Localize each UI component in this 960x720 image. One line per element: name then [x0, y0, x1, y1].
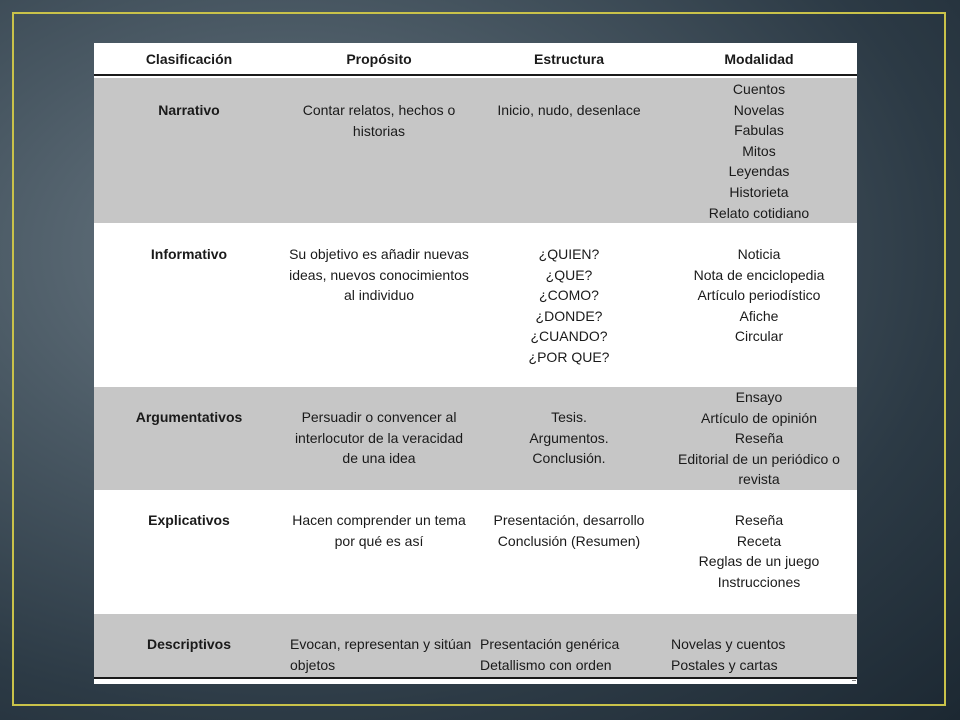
corner-mark	[852, 680, 856, 681]
table-row-descriptivos	[94, 614, 857, 677]
cell-proposito: Su objetivo es añadir nuevas ideas, nuevos conocimientos al individuo	[289, 246, 469, 304]
cell-estructura: ¿QUIEN? ¿QUE? ¿COMO? ¿DONDE? ¿CUANDO? ¿POR QUE?	[528, 246, 610, 365]
header-estructura: Estructura	[533, 51, 605, 67]
cell-estructura: Inicio, nudo, desenlace	[497, 102, 641, 118]
cell-clasificacion: Narrativo	[158, 102, 220, 118]
cell-proposito: Evocan, representan y sitúan objetos	[290, 636, 472, 673]
table-row-explicativos	[94, 490, 857, 614]
cell-estructura: Presentación, desarrollo Conclusión (Resumen)	[493, 512, 645, 549]
table-bottom-border	[94, 677, 857, 679]
cell-clasificacion: Descriptivos	[146, 636, 232, 652]
header-clasificacion: Clasificación	[145, 51, 233, 67]
cell-modalidad: Reseña Receta Reglas de un juego Instrucciones	[698, 512, 820, 590]
cell-modalidad: Cuentos Novelas Fabulas Mitos Leyendas Historieta Relato cotidiano	[708, 81, 810, 221]
cell-modalidad: Noticia Nota de enciclopedia Artículo periodístico Afiche Circular	[693, 246, 825, 345]
cell-clasificacion: Informativo	[150, 246, 228, 262]
cell-estructura: Tesis. Argumentos. Conclusión.	[529, 409, 609, 467]
cell-modalidad: Novelas y cuentos Postales y cartas	[671, 636, 786, 673]
table-row-argumentativos	[94, 387, 857, 490]
cell-proposito: Hacen comprender un tema por qué es así	[292, 512, 466, 549]
table-row-narrativo	[94, 78, 857, 223]
table-header-row	[94, 43, 857, 76]
cell-clasificacion: Argumentativos	[135, 409, 243, 425]
table-row-informativo	[94, 223, 857, 387]
header-proposito: Propósito	[346, 51, 412, 67]
cell-clasificacion: Explicativos	[148, 512, 230, 528]
classification-table	[94, 43, 857, 684]
cell-proposito: Contar relatos, hechos o historias	[302, 102, 456, 139]
cell-proposito: Persuadir o convencer al interlocutor de la veracidad de una idea	[294, 409, 464, 467]
cell-estructura: Presentación genérica Detallismo con orden	[480, 636, 620, 673]
cell-modalidad: Ensayo Artículo de opinión Reseña Editorial de un periódico o revista	[678, 389, 840, 488]
header-modalidad: Modalidad	[724, 51, 794, 67]
